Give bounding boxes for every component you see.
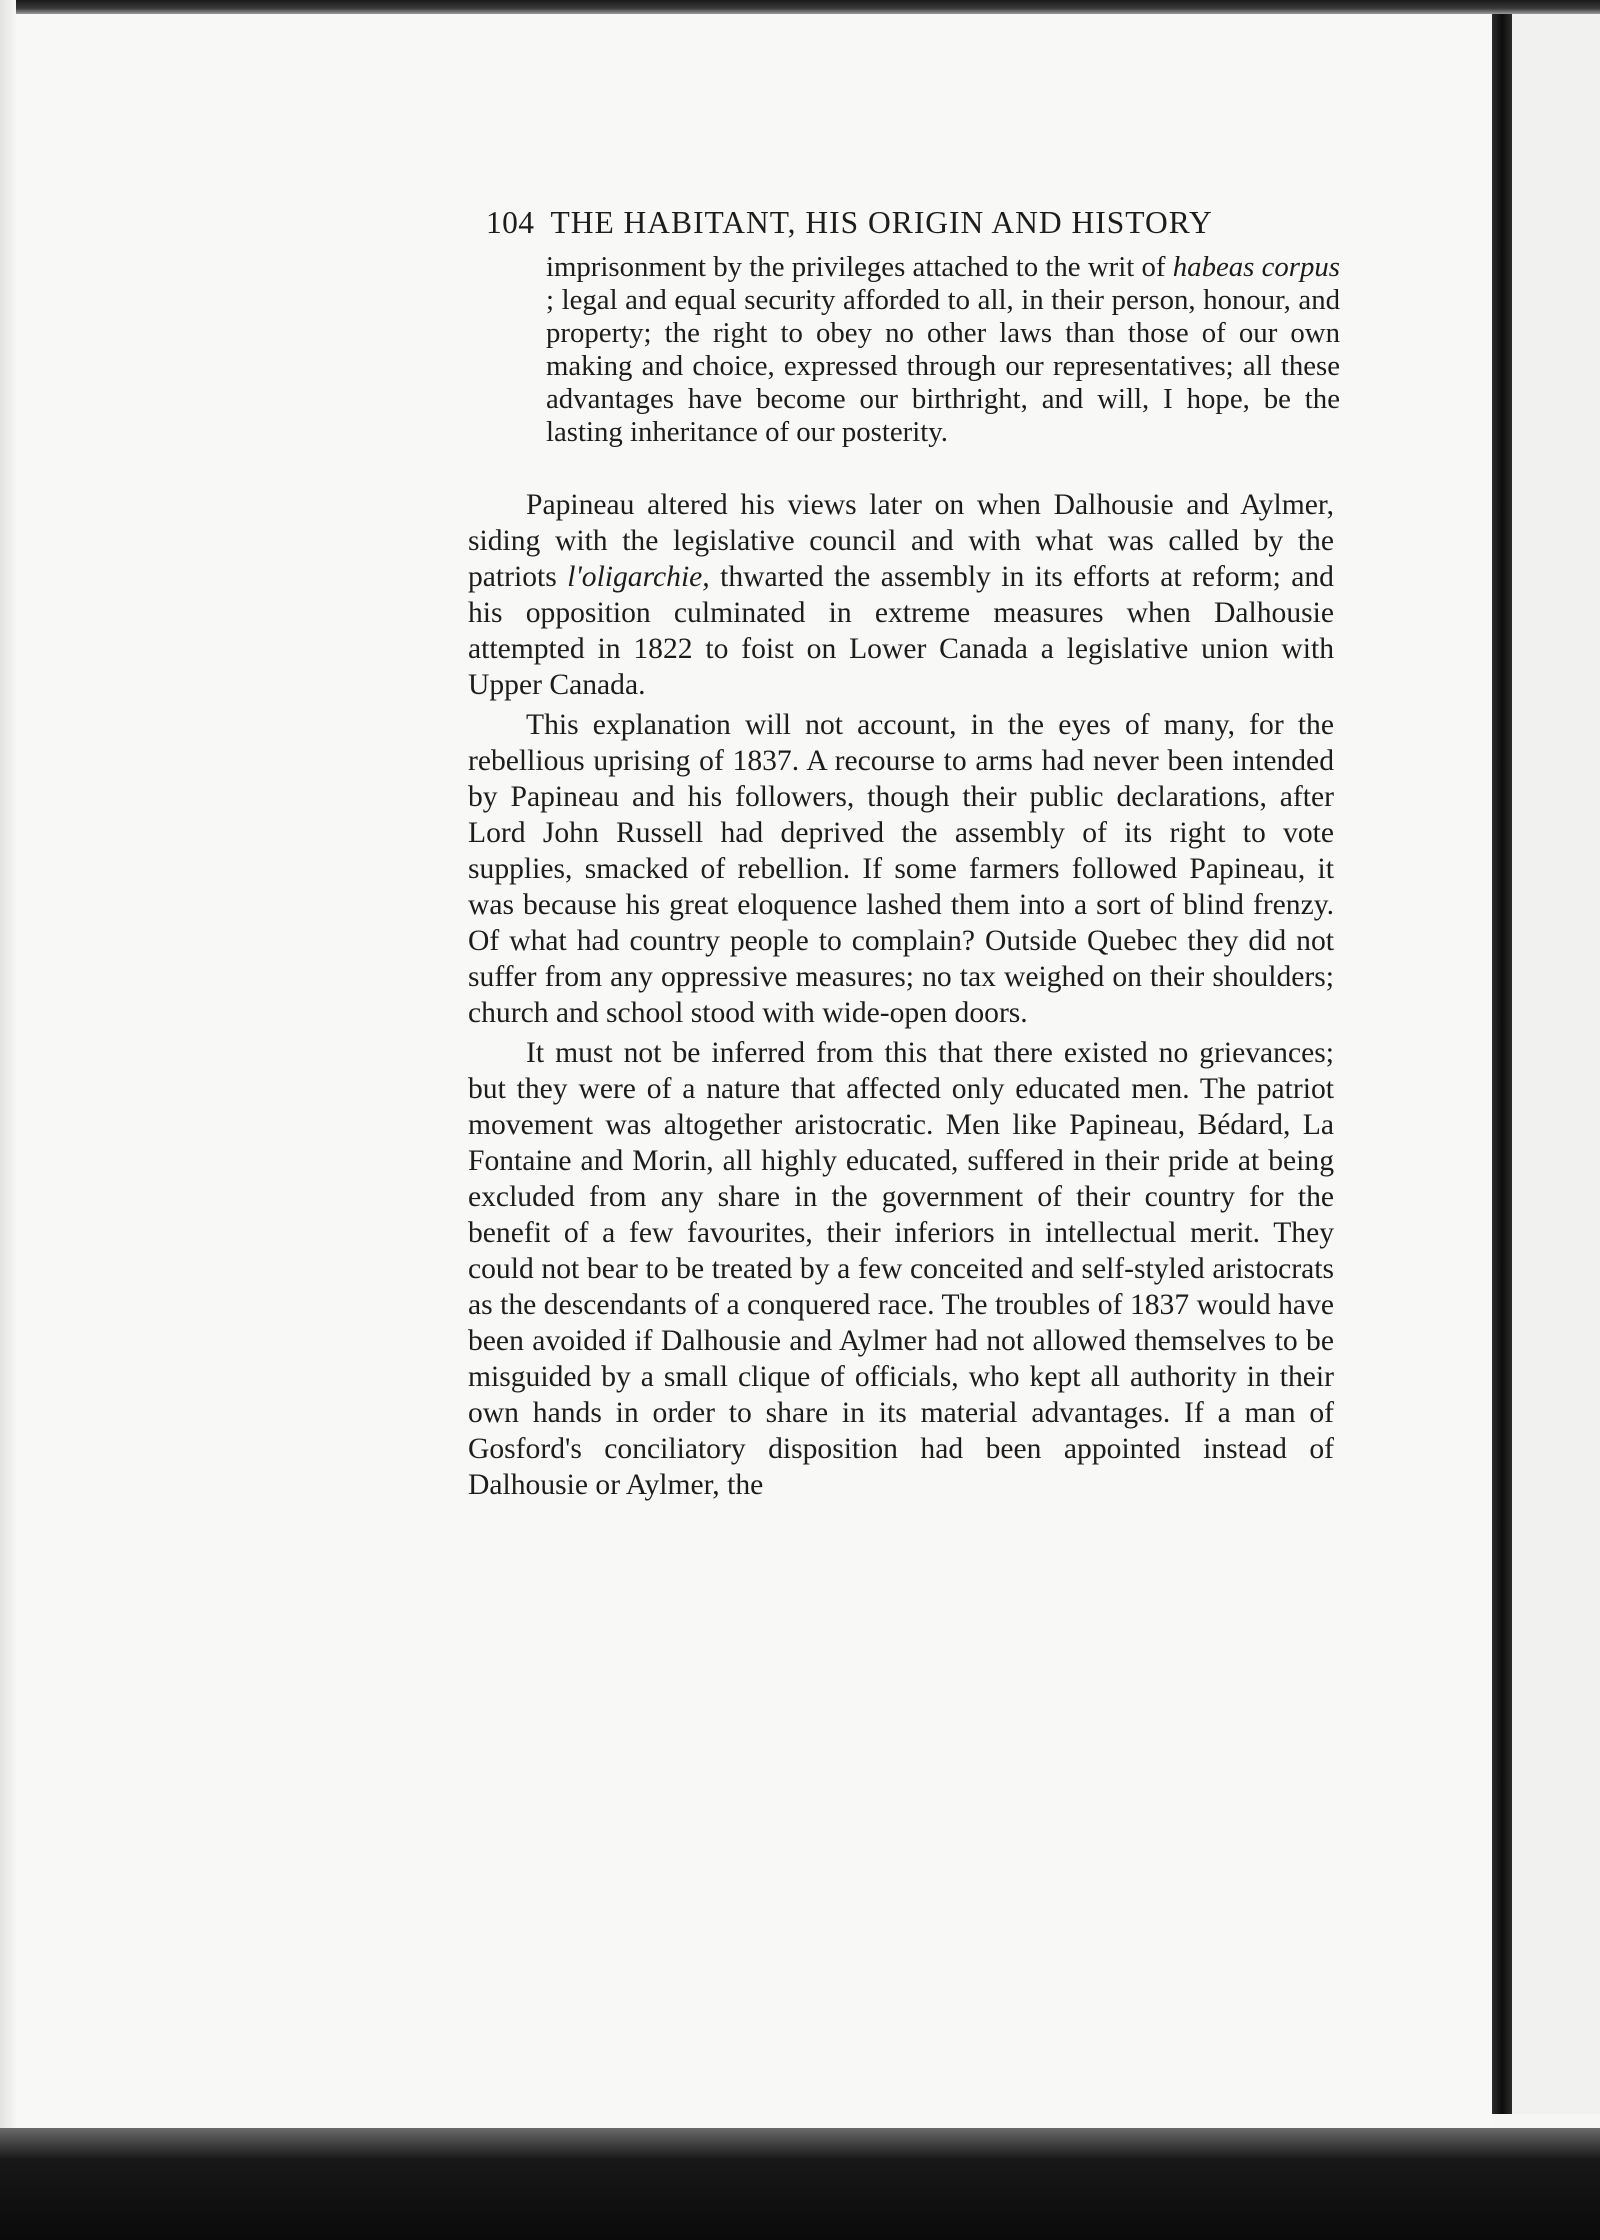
left-gutter-shadow [0, 0, 16, 2240]
scan-top-edge [0, 0, 1600, 14]
scan-bottom-edge [0, 2128, 1600, 2240]
page-edge-shadow [1492, 14, 1512, 2114]
running-head [486, 205, 1334, 241]
paragraph-1 [468, 487, 1334, 703]
paragraph-2: This explanation will not account, in the eyes of many, for the rebellious uprising of 1837. A recourse to arms had never been intended by Papineau and his followers, though their public declarations, after Lord John Russell had deprived the assembly of its right to vote supplies, smacked of rebellion. If some farmers followed Papineau, it was because his great eloquence lashed them into a sort of blind frenzy. Of what had country people to complain? Outside Quebec they did not suffer from any oppressive measures; no tax weighed on their shoulders; church and school stood with wide-open doors. [468, 709, 1334, 1029]
paragraph-3: It must not be inferred from this that there existed no grievances; but they were of a nature that affected only educated men. The patriot movement was altogether aristocratic. Men like Papineau, Bédard, La Fontaine and Morin, all highly educated, suffered in their pride at being excluded from any share in the government of their country for the benefit of a few favourites, their inferiors in intellectual merit. They could not bear to be treated by a few conceited and self-styled aristocrats as the descendants of a conquered race. The troubles of 1837 would have been avoided if Dalhousie and Aylmer had not allowed themselves to be misguided by a small clique of officials, who kept all authority in their own hands in order to share in its material advantages. If a man of Gosford's conciliatory disposition had been appointed instead of Dalhousie or Aylmer, the [468, 1037, 1334, 1501]
next-page-margin [1512, 14, 1600, 2114]
page-text-block [468, 205, 1341, 1503]
quote-text-start: imprisonment by the privileges attached to the writ of [546, 251, 1166, 283]
page-number: 104 [486, 205, 535, 240]
paragraph-1-start: Papineau altered his views later on when Dalhousie and Aylmer, siding with the legislative council and with what was called by the patriots [468, 489, 1334, 593]
running-title: THE HABITANT, HIS ORIGIN AND HISTORY [550, 205, 1213, 240]
paragraph-1-italic-term: l'oligarchie, [567, 561, 710, 593]
quote-italic-term: habeas corpus [1172, 251, 1341, 283]
block-quote [546, 251, 1340, 449]
paragraph-1-end: thwarted the assembly in its efforts at reform; and his opposition culminated in extreme measures when Dalhousie attempted in 1822 to foist on Lower Canada a legislative union with Upper Canada. [468, 561, 1334, 701]
quote-text-end: ; legal and equal security afforded to all, in their person, honour, and property; the right to obey no other laws than those of our own making and choice, expressed through our representatives; all these advantages have become our birthright, and will, I hope, be the lasting inheritance of our posterity. [546, 284, 1340, 448]
